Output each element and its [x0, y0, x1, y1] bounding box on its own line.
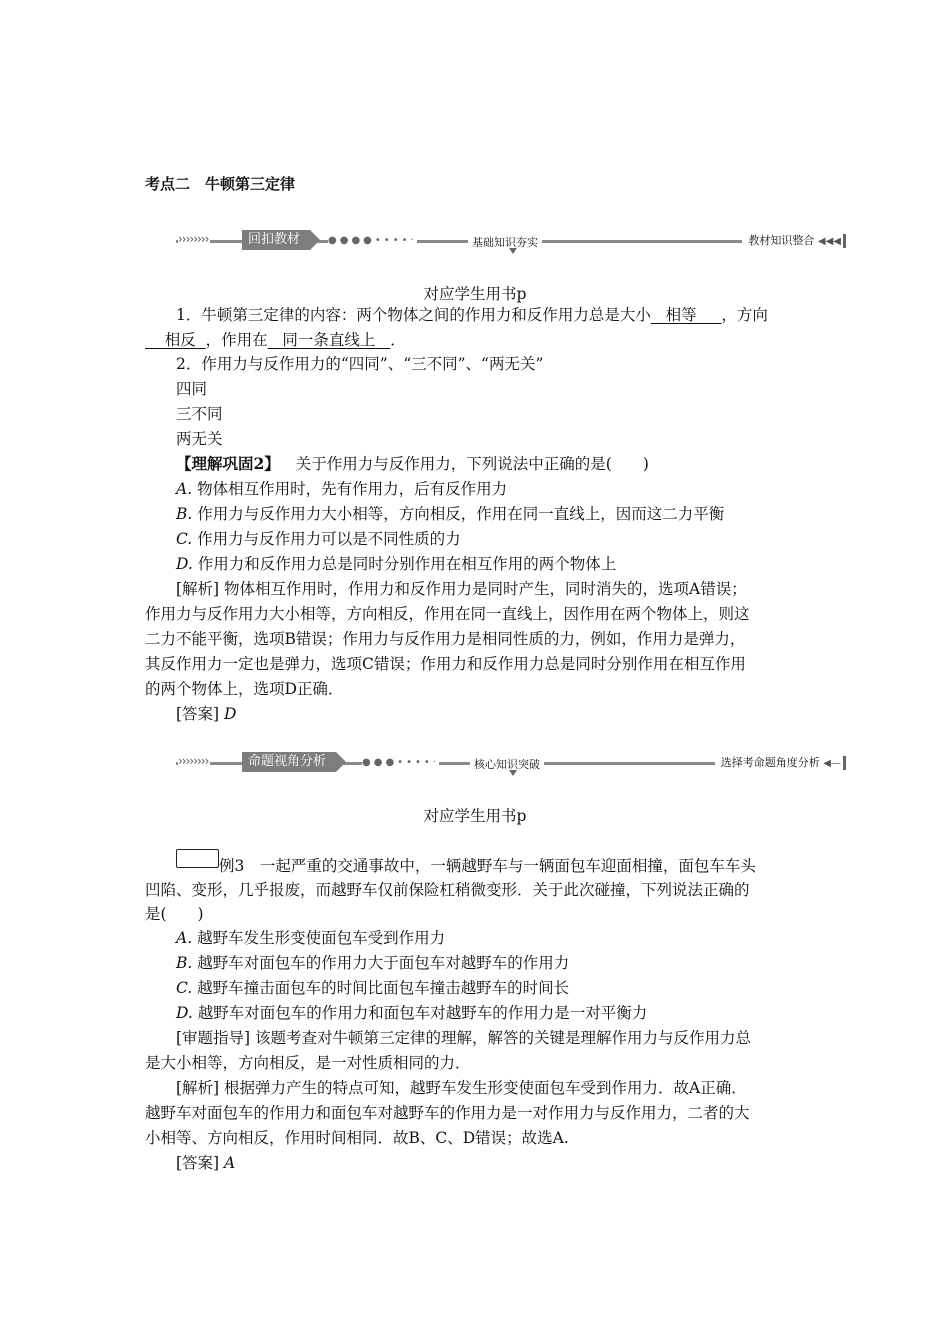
banner-pointer-icon — [509, 248, 517, 254]
q2-analysis-line: 的两个物体上，选项D正确． — [145, 680, 344, 698]
q2-option-b: B. 作用力与反作用力大小相等，方向相反，作用在同一直线上，因而这二力平衡 — [176, 505, 725, 523]
example-3-line: 例3 一起严重的交通事故中，一辆越野车与一辆面包车迎面相撞，面包车车头 — [219, 857, 756, 875]
q2-analysis-line: 作用力与反作用力大小相等，方向相反，作用在同一直线上，因作用在两个物体上，则这 — [145, 605, 750, 623]
banner-label: 回扣教材 — [242, 230, 310, 250]
banner-dots-icon: ●●●••••· — [362, 757, 439, 768]
point-2: 2．作用力与反作用力的“四同”、“三不同”、“两无关” — [176, 355, 544, 373]
ex3-analysis-line: 越野车对面包车的作用力和面包车对越野车的作用力是一对作用力与反作用力，二者的大 — [145, 1104, 750, 1122]
banner-middle-text: 核心知识突破 — [470, 756, 544, 772]
q2-analysis-line: 二力不能平衡，选项B错误；作用力与反作用力是相同性质的力，例如，作用力是弹力， — [145, 630, 746, 648]
banner-textbook-review — [176, 230, 846, 252]
four-same-label: 四同 — [176, 380, 208, 398]
example-frame-icon — [176, 849, 219, 868]
q2-answer: [答案] D — [176, 705, 237, 723]
ex3-option-d: D. 越野车对面包车的作用力和面包车对越野车的作用力是一对平衡力 — [176, 1004, 648, 1022]
point-1-line2: 相反 ，作用在 同一条直线上 ． — [145, 330, 406, 350]
q2-option-d: D. 作用力和反作用力总是同时分别作用在相互作用的两个物体上 — [176, 555, 617, 573]
three-different-label: 三不同 — [176, 405, 223, 423]
two-irrelevant-label: 两无关 — [176, 430, 223, 448]
q2-option-a: A. 物体相互作用时，先有作用力，后有反作用力 — [176, 480, 508, 498]
blank-opposite: 相反 — [164, 331, 196, 349]
banner-dots-icon: ●●●●••••· — [328, 235, 417, 246]
q2-analysis-line: [解析] 物体相互作用时，作用力和反作用力是同时产生，同时消失的，选项A错误； — [176, 580, 747, 598]
blank-equal: 相等 — [665, 306, 697, 324]
q2-analysis-line: 其反作用力一定也是弹力，选项C错误；作用力和反作用力总是同时分别作用在相互作用 — [145, 655, 746, 673]
reference-note: 对应学生用书p — [423, 807, 527, 825]
point-1-line: 1．牛顿第三定律的内容：两个物体之间的作用力和反作用力总是大小 相等 ，方向 — [176, 306, 768, 324]
question-2: 【理解巩固2】 关于作用力与反作用力，下列说法中正确的是( ) — [176, 454, 649, 473]
ex3-analysis-line: [解析] 根据弹力产生的特点可知，越野车发生形变使面包车受到作用力．故A正确． — [176, 1079, 747, 1097]
ex3-option-a: A. 越野车发生形变使面包车受到作用力 — [176, 929, 446, 947]
q2-option-c: C. 作用力与反作用力可以是不同性质的力 — [176, 530, 461, 548]
blank-same-line: 同一条直线上 — [282, 331, 376, 349]
banner-arrows-icon: ›››››››› — [178, 232, 209, 246]
ex3-option-b: B. 越野车对面包车的作用力大于面包车对越野车的作用力 — [176, 954, 570, 972]
example-3-line: 凹陷、变形，几乎报废，而越野车仅前保险杠稍微变形．关于此次碰撞，下列说法正确的 — [145, 881, 750, 899]
banner-pointer-icon — [509, 770, 517, 776]
ex3-analysis-line: 小相等、方向相反，作用时间相同．故B、C、D错误；故选A. — [145, 1129, 569, 1147]
ex3-option-c: C. 越野车撞击面包车的时间比面包车撞击越野车的时间长 — [176, 979, 570, 997]
banner-right-text: 选择考命题角度分析 ◀— — [715, 754, 846, 770]
section-title: 考点二 牛顿第三定律 — [145, 175, 296, 193]
ex3-guide-line: 是大小相等，方向相反，是一对性质相同的力． — [145, 1054, 471, 1072]
example-3-line: 是( ) — [145, 905, 204, 923]
banner-middle-text: 基础知识夯实 — [468, 234, 542, 250]
banner-right-text: 教材知识整合 ◀◀◀ — [742, 232, 846, 248]
banner-proposition-analysis — [176, 752, 846, 774]
banner-label: 命题视角分析 — [242, 752, 336, 772]
ex3-answer: [答案] A — [176, 1154, 236, 1172]
banner-arrows-icon: ›››››››› — [178, 754, 209, 768]
reference-note: 对应学生用书p — [423, 285, 527, 303]
ex3-guide-line: [审题指导] 该题考查对牛顿第三定律的理解，解答的关键是理解作用力与反作用力总 — [176, 1029, 752, 1047]
